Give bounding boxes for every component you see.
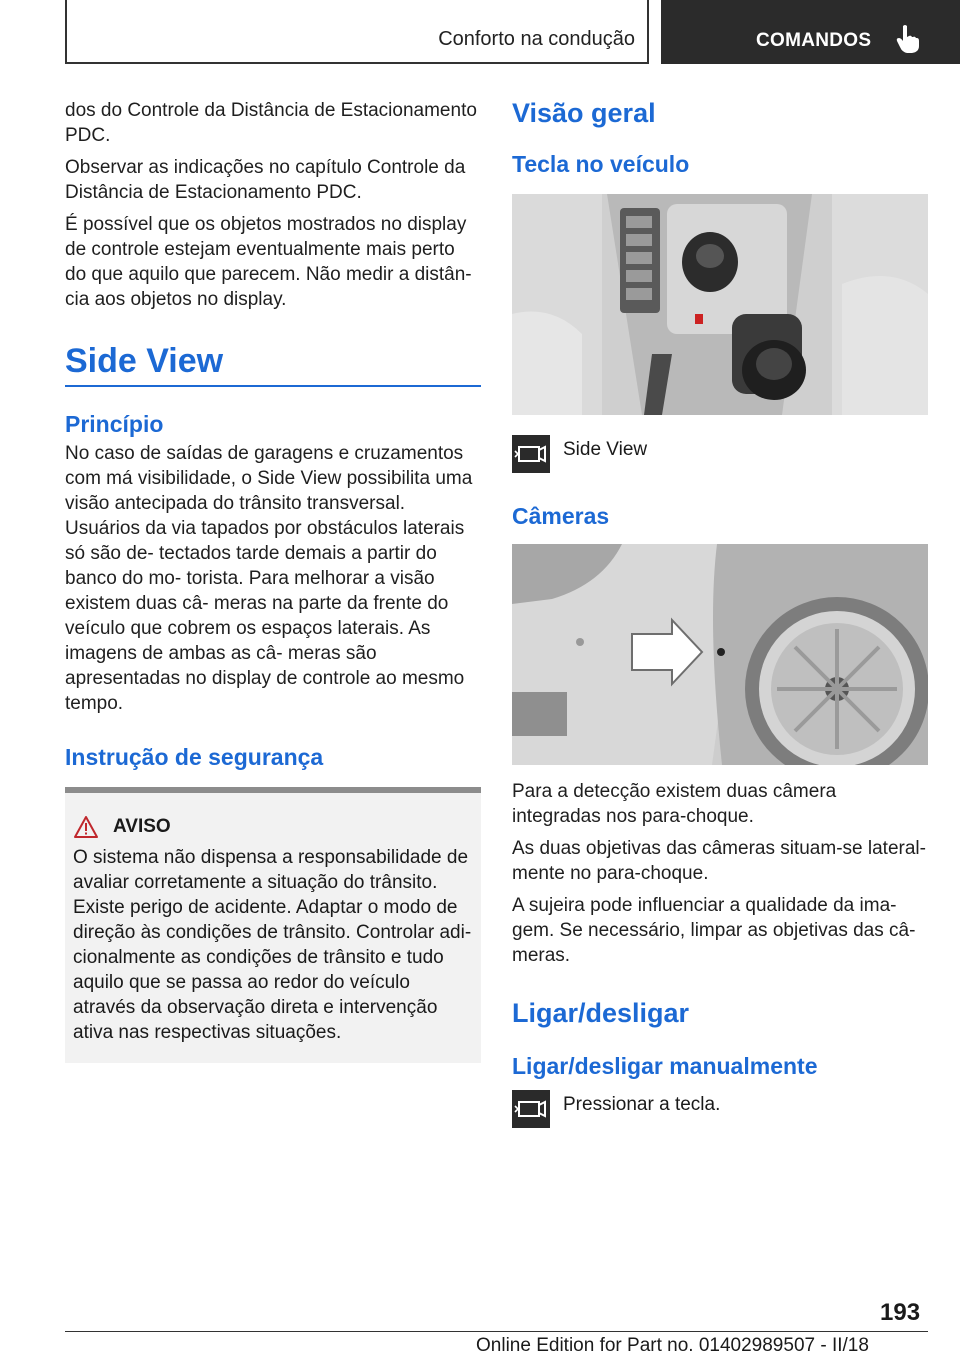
cameras-title: Câmeras [512,503,610,529]
button-title: Tecla no veículo [512,151,690,177]
side-view-button-icon [512,1090,550,1128]
header-chapter-tab [661,0,960,64]
side-view-key-label: Side View [563,439,648,460]
section-title-side-view: Side View [65,342,224,380]
intro-paragraph-3: É possível que os objetos mostrados no display de controle estejam eventualmente mais perto do que aquilo que parecem. Não medir a distân‐ cia aos objetos no display. [65,214,472,310]
section-title-rule [65,385,481,387]
manual-key-label: Pressionar a tecla. [563,1094,721,1115]
side-view-key-row [512,435,928,473]
onoff-title: Ligar/desligar [512,998,690,1028]
warning-label: AVISO [113,816,171,837]
side-view-button-icon [512,435,550,473]
center-console-photo [512,194,928,415]
warning-text: O sistema não dispensa a responsabilidade de avaliar corretamente a situação do trânsito. Existe perigo de acidente. Adaptar o modo de direção às condições de trânsito. Controlar adi‐ cionalmente as condições de trânsito e tudo aquilo que se passa ao redor do veículo através da observação direta e intervenção ativa nas respectivas situações. [73,847,472,1043]
principle-paragraph: No caso de saídas de garagens e cruzamentos com má visibilidade, o Side View possibilita uma visão antecipada do trânsito transversal. Usuários da via tapados por obstáculos laterais só são de‐ tectados tarde demais a partir do banco do mo‐ torista. Para melhorar a visão existem duas câ‐ meras na parte da frente do veículo que cobrem os espaços laterais. As imagens de ambas as câ‐ meras são apresentadas no display de controle ao mesmo tempo. [65,443,473,714]
overview-title: Visão geral [512,98,656,128]
warning-box [65,787,481,1063]
warning-triangle-icon [73,815,99,839]
pointing-hand-icon [895,24,921,54]
footer-edition-text: Online Edition for Part no. 01402989507 - II/18 [476,1335,869,1356]
header-section-label: Conforto na condução [438,28,635,50]
manual-key-row [512,1090,928,1128]
header-section-box [65,0,649,64]
manual-title: Ligar/desligar manualmente [512,1053,818,1079]
header-chapter-label: COMANDOS [756,30,872,51]
safety-title: Instrução de segurança [65,744,324,770]
intro-paragraph-2: Observar as indicações no capítulo Controle da Distância de Estacionamento PDC. [65,157,466,203]
right-column [512,98,928,1128]
camera-paragraph-1: Para a detecção existem duas câmera integradas nos para-choque. [512,781,837,827]
intro-paragraph-1: dos do Controle da Distância de Estacionamento PDC. [65,100,477,146]
left-column [65,98,481,1063]
footer-rule [65,1331,928,1332]
camera-paragraphs [512,779,928,968]
camera-paragraph-3: A sujeira pode influenciar a qualidade da ima‐ gem. Se necessário, limpar as objetivas das câ‐ meras. [512,895,916,966]
principle-title: Princípio [65,411,164,437]
warning-header [73,815,473,839]
camera-paragraph-2: As duas objetivas das câmeras situam-se lateral‐ mente no para-choque. [512,838,926,884]
bumper-camera-photo [512,544,928,765]
page-number: 193 [880,1299,921,1326]
